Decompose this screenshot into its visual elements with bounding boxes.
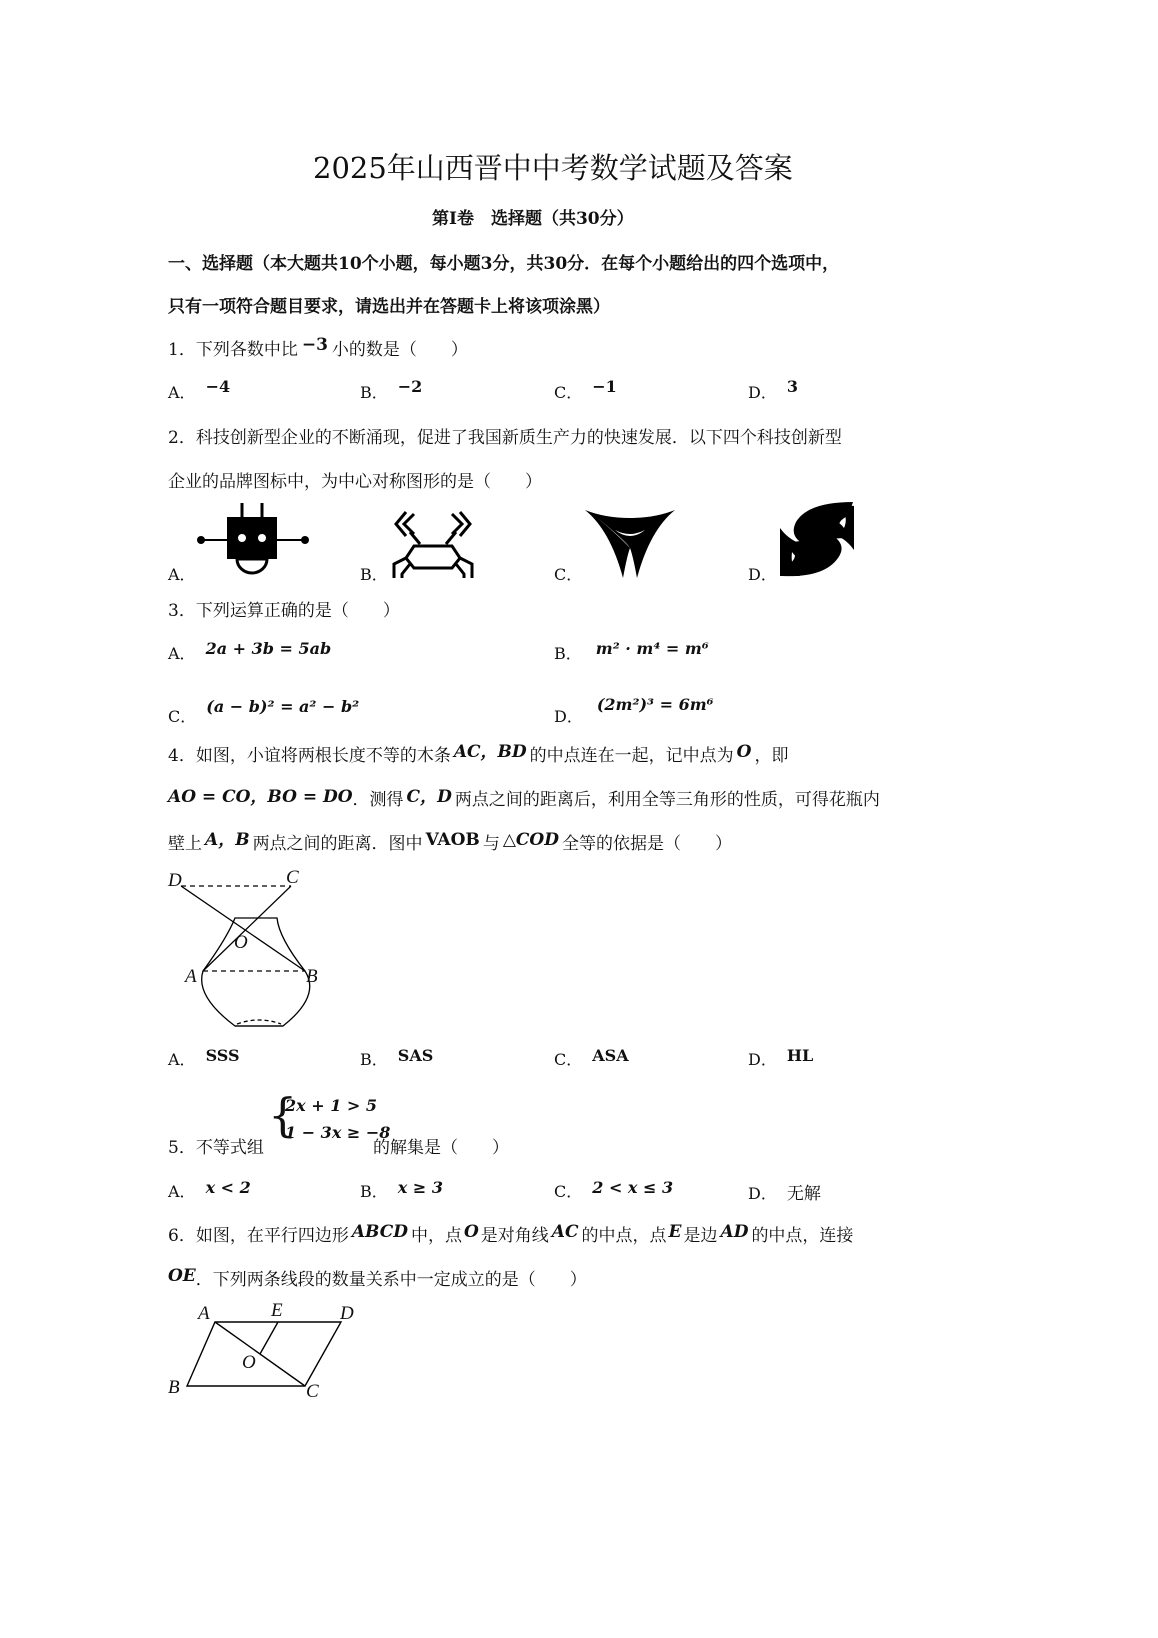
page-title: 2025年山西晋中中考数学试题及答案 [313, 151, 793, 185]
option-value: m² · m⁴ = m⁶ [595, 639, 709, 658]
option-value: 3 [786, 377, 798, 396]
robot-icon [195, 503, 315, 583]
option-letter: B． [360, 1182, 388, 1201]
option-letter: C． [554, 383, 583, 402]
q4-math: A，B [205, 830, 250, 850]
question-2-stem-line1: 2．科技创新型企业的不断涌现，促进了我国新质生产力的快速发展．以下四个科技创新型 [168, 428, 842, 448]
q6-math: AC [551, 1222, 579, 1242]
option-value: SAS [397, 1046, 434, 1065]
q2-option-a[interactable] [168, 562, 196, 585]
q4-math: C，D [406, 787, 452, 807]
vase-figure [165, 866, 335, 1036]
q5-option-b[interactable] [360, 1179, 443, 1202]
q4-text: 两点之间的距离．图中 [252, 834, 423, 854]
vase-label-b: B [306, 966, 318, 987]
section-instructions-line1: 一、选择题（本大题共10个小题，每小题3分，共30分．在每个小题给出的四个选项中， [168, 254, 840, 274]
question-2-stem-line2: 企业的品牌图标中，为中心对称图形的是（ ） [168, 472, 542, 492]
question-4-stem-line3 [168, 829, 732, 854]
option-value: −2 [397, 377, 423, 396]
option-letter: D． [748, 565, 777, 584]
q4-math: AO = CO，BO = DO [168, 787, 353, 807]
q6-text: 的中点，连接 [751, 1226, 854, 1246]
crab-icon [388, 508, 478, 588]
option-letter: C． [554, 1182, 583, 1201]
q5-option-c[interactable] [554, 1179, 673, 1202]
vase-label-d: D [168, 870, 182, 891]
option-letter: A． [168, 383, 196, 402]
q5-brace: { [268, 1088, 298, 1142]
option-letter: C． [168, 707, 197, 726]
q1-option-b[interactable] [360, 377, 423, 403]
q2-option-b[interactable] [360, 562, 388, 585]
curved-triangle-icon [585, 508, 675, 580]
option-letter: D． [748, 383, 777, 402]
question-1-stem [168, 335, 468, 360]
q5-inequality-2: 1 − 3x ≥ −8 [285, 1123, 391, 1142]
question-5-stem-pre: 5．不等式组 [168, 1138, 264, 1158]
q4-text: ．测得 [352, 790, 404, 810]
vase-label-a: A [185, 966, 197, 987]
q1-number: −3 [301, 335, 328, 355]
section-instructions-line2: 只有一项符合题目要求，请选出并在答题卡上将该项涂黑） [168, 297, 610, 317]
q2-option-c[interactable] [554, 562, 582, 585]
para-label-a: A [198, 1303, 210, 1324]
option-value: ASA [592, 1046, 629, 1065]
q6-text: 的中点，点 [581, 1226, 667, 1246]
q3-option-a[interactable] [168, 641, 331, 664]
part-heading: 第Ⅰ卷 选择题（共30分） [432, 209, 634, 229]
q4-option-d[interactable] [748, 1047, 813, 1070]
para-label-e: E [271, 1300, 283, 1321]
question-4-stem-line1 [168, 741, 788, 766]
q4-text: 壁上 [168, 834, 202, 854]
q3-option-b[interactable] [554, 641, 709, 664]
option-letter: C． [554, 1050, 583, 1069]
q6-text: 中，点 [410, 1226, 462, 1246]
q4-math: O [736, 742, 752, 762]
option-letter: A． [168, 1182, 196, 1201]
q6-text: 是对角线 [480, 1226, 549, 1246]
option-letter: A． [168, 565, 196, 584]
option-value: 2 < x ≤ 3 [592, 1178, 674, 1197]
q5-option-d[interactable] [748, 1179, 821, 1204]
option-value: (a − b)² = a² − b² [206, 697, 360, 716]
q4-text: 两点之间的距离后，利用全等三角形的性质，可得花瓶内 [454, 790, 880, 810]
q4-math: VAOB [425, 830, 480, 850]
option-value: 无解 [786, 1184, 821, 1204]
option-letter: C． [554, 565, 583, 584]
q4-math: AC，BD [453, 742, 527, 762]
question-6-stem-line2 [168, 1265, 587, 1290]
option-letter: B． [360, 1050, 388, 1069]
q4-option-b[interactable] [360, 1047, 433, 1070]
option-value: (2m²)³ = 6m⁶ [596, 695, 714, 714]
q6-math: OE [168, 1266, 196, 1286]
q6-text: ．下列两条线段的数量关系中一定成立的是（ ） [195, 1270, 587, 1290]
option-value: x < 2 [205, 1178, 251, 1197]
q6-math: E [668, 1222, 682, 1242]
q4-text: ，即 [754, 746, 789, 766]
option-value: 2a + 3b = 5ab [205, 639, 332, 658]
q4-option-c[interactable] [554, 1047, 629, 1070]
question-4-stem-line2 [168, 785, 880, 810]
q4-text: 的中点连在一起，记中点为 [529, 746, 734, 766]
para-label-o: O [242, 1352, 256, 1373]
question-3-stem: 3．下列运算正确的是（ ） [168, 601, 400, 621]
vase-label-c: C [286, 867, 299, 888]
q1-option-d[interactable] [748, 377, 798, 403]
option-value: −4 [205, 377, 231, 396]
para-label-d: D [340, 1303, 354, 1324]
q6-math: O [463, 1222, 479, 1242]
option-letter: A． [168, 644, 196, 663]
option-value: HL [786, 1046, 814, 1065]
option-value: −1 [592, 377, 617, 396]
para-label-c: C [306, 1381, 319, 1402]
q4-text: 与 [482, 834, 500, 854]
vase-label-o: O [234, 932, 248, 953]
q1-stem-post: 小的数是（ ） [331, 340, 468, 360]
q5-option-a[interactable] [168, 1179, 251, 1202]
option-letter: D． [748, 1184, 777, 1203]
q2-option-d[interactable] [748, 562, 777, 585]
option-letter: D． [554, 707, 583, 726]
question-5-stem-post: 的解集是（ ） [373, 1138, 509, 1158]
q4-option-a[interactable] [168, 1047, 240, 1070]
q4-text: 4．如图，小谊将两根长度不等的木条 [168, 746, 451, 766]
q4-math: △COD [502, 830, 559, 850]
s-swirl-icon [778, 502, 858, 578]
option-letter: B． [360, 383, 388, 402]
q1-stem-pre: 1．下列各数中比 [168, 340, 298, 360]
q6-text: 6．如图，在平行四边形 [168, 1226, 349, 1246]
q6-text: 是边 [683, 1226, 718, 1246]
q6-math: AD [720, 1222, 749, 1242]
option-value: SSS [205, 1046, 240, 1065]
q3-option-d[interactable] [554, 695, 714, 727]
q3-option-c[interactable] [168, 697, 360, 727]
option-letter: D． [748, 1050, 777, 1069]
option-letter: A． [168, 1050, 196, 1069]
q6-math: ABCD [351, 1222, 408, 1242]
option-letter: B． [554, 644, 582, 663]
q1-option-c[interactable] [554, 377, 617, 403]
option-value: x ≥ 3 [397, 1178, 443, 1197]
q1-option-a[interactable] [168, 377, 231, 403]
q4-text: 全等的依据是（ ） [561, 834, 732, 854]
option-letter: B． [360, 565, 388, 584]
question-6-stem-line1 [168, 1221, 853, 1246]
q5-inequality-1: 2x + 1 > 5 [285, 1096, 378, 1115]
para-label-b: B [168, 1377, 180, 1398]
